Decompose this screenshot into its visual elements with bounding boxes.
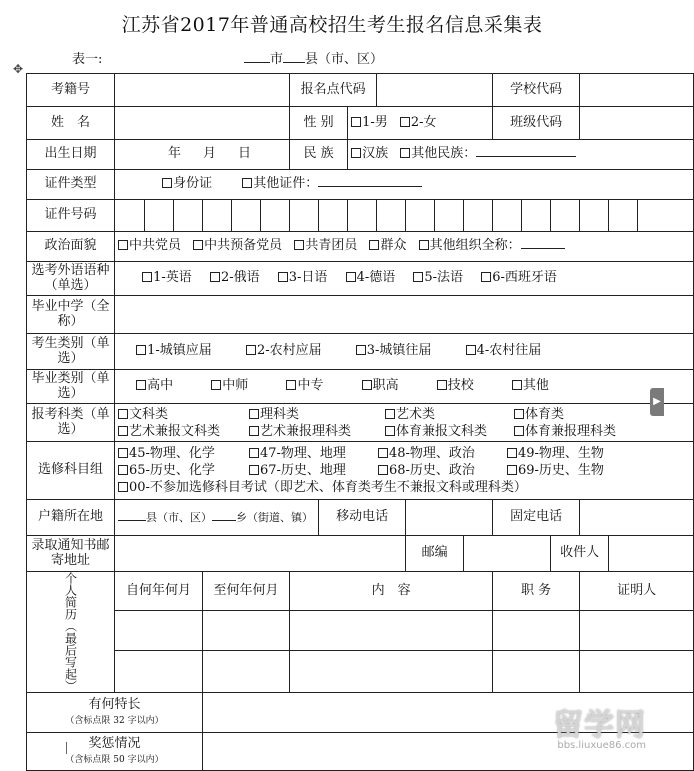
mailing-address-field[interactable] bbox=[115, 536, 406, 572]
id-type-options bbox=[115, 170, 694, 200]
class-code-label: 班级代码 bbox=[493, 107, 580, 140]
graduation-type-options bbox=[115, 370, 694, 404]
candidate-category-option[interactable]: 2-农村应届 bbox=[246, 344, 322, 359]
exam-subject-type-options bbox=[115, 404, 694, 442]
mobile-field[interactable] bbox=[406, 500, 493, 536]
politics-other-input[interactable] bbox=[521, 248, 565, 249]
elective-none-option[interactable]: 00-不参加选修科目考试（即艺术、体育类考生不兼报文科或理科类） bbox=[118, 479, 690, 496]
postcode-label: 邮编 bbox=[406, 536, 464, 572]
resume-position-header: 职 务 bbox=[493, 572, 580, 611]
graduation-type-option[interactable]: 高中 bbox=[136, 379, 173, 394]
table-move-handle-icon[interactable]: ✥ bbox=[13, 62, 24, 76]
checkbox-icon bbox=[351, 117, 361, 127]
id-digit-cell[interactable] bbox=[551, 200, 580, 232]
checkbox-icon bbox=[136, 345, 146, 355]
graduation-type-option[interactable]: 技校 bbox=[437, 379, 474, 394]
awards-label: 奖惩情况 bbox=[88, 735, 141, 751]
elective-group-label: 选修科目组 bbox=[27, 442, 115, 500]
checkbox-icon bbox=[278, 272, 288, 282]
resume-cell[interactable] bbox=[203, 650, 290, 692]
other-id-input[interactable] bbox=[318, 186, 422, 187]
elective-group-options bbox=[115, 442, 694, 500]
id-digit-cell[interactable] bbox=[638, 200, 694, 232]
graduation-type-option[interactable]: 中专 bbox=[286, 379, 323, 394]
household-field[interactable]: 县（市、区） 乡（街道、镇） bbox=[115, 500, 319, 536]
candidate-category-option[interactable]: 4-农村往届 bbox=[466, 343, 542, 358]
checkbox-icon bbox=[356, 345, 366, 355]
id-digit-cell[interactable] bbox=[609, 200, 638, 232]
checkbox-icon bbox=[118, 240, 128, 250]
resume-cell[interactable] bbox=[493, 650, 580, 692]
checkbox-icon bbox=[369, 240, 379, 250]
awards-label-cell bbox=[27, 733, 203, 771]
checkbox-icon bbox=[118, 448, 128, 458]
resume-from-header: 自何年何月 bbox=[115, 572, 203, 611]
checkbox-icon bbox=[294, 240, 304, 250]
checkbox-icon bbox=[351, 148, 361, 158]
politics-option[interactable]: 共青团员 bbox=[294, 238, 357, 253]
watermark-logo: 留学网 bbox=[553, 708, 646, 743]
language-option[interactable]: 4-德语 bbox=[346, 271, 396, 286]
registration-form-table bbox=[26, 73, 694, 771]
id-type-label: 证件类型 bbox=[27, 170, 115, 200]
table-number: 表一: bbox=[72, 52, 103, 67]
checkbox-icon bbox=[378, 448, 388, 458]
checkbox-icon bbox=[400, 117, 410, 127]
specialty-label-cell bbox=[27, 693, 203, 733]
month-label: 月 bbox=[203, 146, 217, 162]
resume-content-header: 内 容 bbox=[290, 572, 493, 611]
id-digit-cell[interactable] bbox=[464, 200, 493, 232]
checkbox-icon bbox=[481, 272, 491, 282]
landline-label: 固定电话 bbox=[493, 500, 580, 536]
id-card-option[interactable]: 身份证 bbox=[162, 176, 212, 191]
id-digit-cell[interactable] bbox=[145, 200, 174, 232]
checkbox-icon bbox=[378, 465, 388, 475]
name-label: 姓 名 bbox=[27, 107, 115, 140]
id-digit-cell[interactable] bbox=[203, 200, 232, 232]
resume-cell[interactable] bbox=[580, 611, 694, 650]
id-digit-cell[interactable] bbox=[406, 200, 435, 232]
politics-options bbox=[115, 232, 694, 262]
specialty-limit: （含标点限 32 字以内） bbox=[65, 715, 164, 726]
checkbox-icon bbox=[512, 380, 522, 390]
checkbox-icon bbox=[118, 482, 128, 492]
resume-side-label: 个人简历（最后写起） bbox=[63, 572, 78, 692]
postcode-field[interactable] bbox=[464, 536, 551, 572]
checkbox-icon bbox=[118, 409, 128, 419]
page-corner-mark bbox=[66, 742, 67, 754]
politics-option[interactable]: 中共预备党员 bbox=[193, 238, 282, 253]
ethnicity-other-input[interactable] bbox=[476, 156, 576, 157]
specialty-label: 有何特长 bbox=[88, 696, 141, 712]
graduation-type-option[interactable]: 中师 bbox=[211, 379, 248, 394]
mailing-address-label: 录取通知书邮寄地址 bbox=[27, 536, 115, 572]
checkbox-icon bbox=[385, 426, 395, 436]
site-code-field[interactable] bbox=[377, 74, 493, 107]
subject-type-option[interactable]: 艺术兼报文科类 bbox=[118, 423, 249, 440]
checkbox-icon bbox=[249, 426, 259, 436]
checkbox-icon bbox=[507, 465, 517, 475]
politics-label: 政治面貌 bbox=[27, 232, 115, 262]
subject-type-option[interactable]: 体育类 bbox=[514, 407, 564, 422]
other-id-option[interactable]: 其他证件： bbox=[242, 176, 318, 191]
watermark-url: bbs.liuxue86.com bbox=[557, 740, 646, 751]
checkbox-icon bbox=[466, 345, 476, 355]
id-digit-cell[interactable] bbox=[261, 200, 290, 232]
elective-option[interactable]: 48-物理、政治 bbox=[378, 445, 507, 462]
resume-cell[interactable] bbox=[115, 611, 203, 650]
checkbox-icon bbox=[242, 178, 252, 188]
county-label: 县（市、区） bbox=[305, 52, 384, 67]
resume-witness-header: 证明人 bbox=[580, 572, 694, 611]
school-code-label: 学校代码 bbox=[493, 74, 580, 107]
candidate-category-option[interactable]: 3-城镇往届 bbox=[356, 344, 432, 359]
gender-label: 性 别 bbox=[290, 107, 348, 140]
checkbox-icon bbox=[210, 272, 220, 282]
checkbox-icon bbox=[400, 148, 410, 158]
class-code-field[interactable] bbox=[580, 107, 694, 140]
ethnicity-label: 民 族 bbox=[290, 140, 348, 170]
day-label: 日 bbox=[238, 146, 252, 162]
graduation-school-field[interactable] bbox=[115, 296, 694, 334]
language-option[interactable]: 1-英语 bbox=[142, 271, 192, 286]
ethnicity-options bbox=[348, 140, 694, 170]
id-digit-cell[interactable] bbox=[115, 200, 145, 232]
school-code-field[interactable] bbox=[580, 74, 694, 107]
expand-arrow-icon[interactable]: ▶ bbox=[650, 388, 664, 416]
language-option[interactable]: 3-日语 bbox=[278, 271, 328, 286]
resume-cell[interactable] bbox=[203, 611, 290, 650]
politics-option[interactable]: 群众 bbox=[369, 238, 406, 253]
elective-option[interactable]: 68-历史、政治 bbox=[378, 462, 507, 479]
checkbox-icon bbox=[249, 465, 259, 475]
subject-type-option[interactable]: 理科类 bbox=[249, 406, 385, 423]
gender-options bbox=[348, 107, 493, 140]
resume-cell[interactable] bbox=[580, 650, 694, 692]
checkbox-icon bbox=[413, 272, 423, 282]
watermark bbox=[553, 700, 646, 751]
id-digit-cell[interactable] bbox=[522, 200, 551, 232]
checkbox-icon bbox=[118, 465, 128, 475]
foreign-language-options bbox=[115, 262, 694, 296]
checkbox-icon bbox=[136, 380, 146, 390]
exam-subject-type-label: 报考科类（单选） bbox=[27, 404, 115, 442]
landline-field[interactable] bbox=[580, 500, 694, 536]
elective-option[interactable]: 49-物理、生物 bbox=[507, 446, 604, 461]
id-digit-cell[interactable] bbox=[493, 200, 522, 232]
checkbox-icon bbox=[346, 272, 356, 282]
household-label: 户籍所在地 bbox=[27, 500, 115, 536]
resume-cell[interactable] bbox=[290, 650, 493, 692]
id-digit-cell[interactable] bbox=[435, 200, 464, 232]
checkbox-icon bbox=[193, 240, 203, 250]
id-digit-cell[interactable] bbox=[348, 200, 377, 232]
checkbox-icon bbox=[249, 409, 259, 419]
id-digit-cell[interactable] bbox=[174, 200, 203, 232]
checkbox-icon bbox=[362, 380, 372, 390]
foreign-language-label: 选考外语语种（单选） bbox=[27, 262, 115, 296]
language-option[interactable]: 5-法语 bbox=[413, 271, 463, 286]
birth-field[interactable] bbox=[115, 140, 290, 170]
elective-option[interactable]: 67-历史、地理 bbox=[249, 462, 378, 479]
resume-cell[interactable] bbox=[115, 650, 203, 692]
site-code-label: 报名点代码 bbox=[290, 74, 377, 107]
elective-option[interactable]: 45-物理、化学 bbox=[118, 445, 249, 462]
checkbox-icon bbox=[419, 240, 429, 250]
checkbox-icon bbox=[437, 380, 447, 390]
checkbox-icon bbox=[162, 178, 172, 188]
language-option[interactable]: 2-俄语 bbox=[210, 271, 260, 286]
name-field[interactable] bbox=[115, 107, 290, 140]
subject-type-option[interactable]: 体育兼报理科类 bbox=[514, 424, 616, 439]
gender-male-option[interactable]: 1-男 bbox=[351, 115, 388, 130]
ethnicity-han-option[interactable]: 汉族 bbox=[351, 146, 388, 161]
elective-option[interactable]: 65-历史、化学 bbox=[118, 462, 249, 479]
checkbox-icon bbox=[385, 409, 395, 419]
graduation-type-option[interactable]: 职高 bbox=[362, 379, 399, 394]
language-option[interactable]: 6-西班牙语 bbox=[481, 270, 557, 285]
checkbox-icon bbox=[514, 426, 524, 436]
checkbox-icon bbox=[507, 448, 517, 458]
politics-other-option[interactable]: 其他组织全称： bbox=[419, 238, 521, 253]
politics-option[interactable]: 中共党员 bbox=[118, 238, 181, 253]
resume-to-header: 至何年何月 bbox=[203, 572, 290, 611]
id-digit-cell[interactable] bbox=[580, 200, 609, 232]
page-title: 江苏省2017年普通高校招生考生报名信息采集表 bbox=[121, 14, 543, 36]
resume-cell[interactable] bbox=[290, 611, 493, 650]
city-county-line bbox=[244, 48, 383, 67]
candidate-category-options bbox=[115, 334, 694, 370]
resume-side-label-cell bbox=[27, 572, 115, 693]
subject-type-option[interactable]: 艺术类 bbox=[385, 406, 514, 423]
id-digit-cell[interactable] bbox=[319, 200, 348, 232]
id-digit-cell[interactable] bbox=[377, 200, 406, 232]
ethnicity-other-option[interactable]: 其他民族： bbox=[400, 146, 476, 161]
subject-type-option[interactable]: 艺术兼报理科类 bbox=[249, 423, 385, 440]
resume-cell[interactable] bbox=[493, 611, 580, 650]
mobile-label: 移动电话 bbox=[319, 500, 406, 536]
checkbox-icon bbox=[514, 409, 524, 419]
exam-no-label: 考籍号 bbox=[27, 74, 115, 107]
candidate-category-option[interactable]: 1-城镇应届 bbox=[136, 344, 212, 359]
checkbox-icon bbox=[286, 380, 296, 390]
subject-type-option[interactable]: 文科类 bbox=[118, 406, 249, 423]
graduation-type-label: 毕业类别（单选） bbox=[27, 370, 115, 404]
checkbox-icon bbox=[211, 380, 221, 390]
recipient-field[interactable] bbox=[609, 536, 694, 572]
graduation-type-option[interactable]: 其他 bbox=[512, 378, 549, 393]
id-digit-cell[interactable] bbox=[232, 200, 261, 232]
id-digit-cell[interactable] bbox=[290, 200, 319, 232]
awards-limit: （含标点限 50 字以内） bbox=[65, 754, 164, 765]
checkbox-icon bbox=[142, 272, 152, 282]
year-label: 年 bbox=[168, 146, 182, 162]
gender-female-option[interactable]: 2-女 bbox=[400, 115, 437, 130]
birth-label: 出生日期 bbox=[27, 140, 115, 170]
checkbox-icon bbox=[246, 345, 256, 355]
candidate-category-label: 考生类别（单选） bbox=[27, 334, 115, 370]
elective-option[interactable]: 69-历史、生物 bbox=[507, 463, 604, 478]
checkbox-icon bbox=[249, 448, 259, 458]
id-no-label: 证件号码 bbox=[27, 200, 115, 232]
exam-no-field[interactable] bbox=[115, 74, 290, 107]
recipient-label: 收件人 bbox=[551, 536, 609, 572]
subject-type-option[interactable]: 体育兼报文科类 bbox=[385, 423, 514, 440]
city-label: 市 bbox=[270, 52, 284, 67]
graduation-school-label: 毕业中学（全称） bbox=[27, 296, 115, 334]
elective-option[interactable]: 47-物理、地理 bbox=[249, 445, 378, 462]
checkbox-icon bbox=[118, 426, 128, 436]
